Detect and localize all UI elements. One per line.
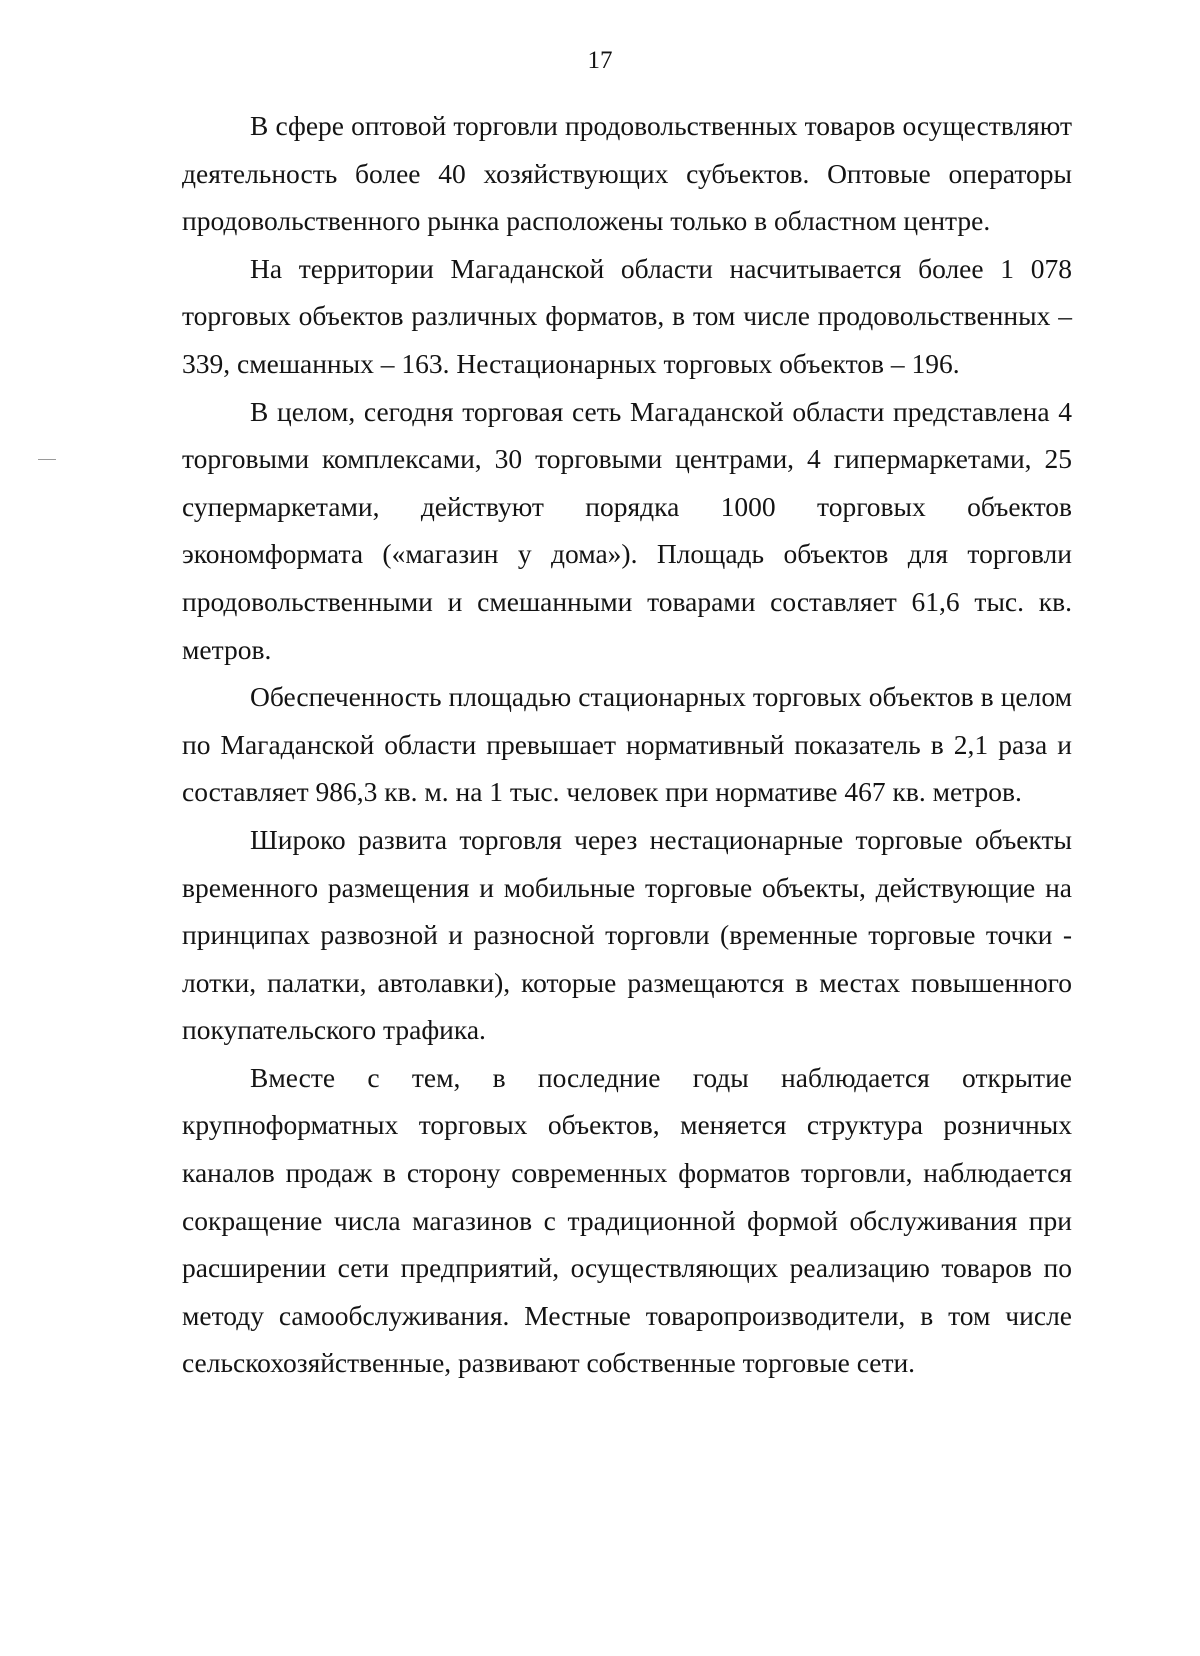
page-number: 17 — [587, 47, 613, 74]
body-text — [182, 102, 1072, 1387]
paragraph-nonstationary-trade: Широко развита торговля через нестационарные торговые объекты временного размещения и мобильные торговые объекты, действующие на принципах развозной и разносной торговли (временные торговые точки - лотки, палатки, автолавки), которые размещаются в местах повышенного покупательского трафика. — [182, 823, 1072, 1046]
paragraph-wholesale-trade: В сфере оптовой торговли продовольственных товаров осуществляют деятельность более 40 хозяйствующих субъектов. Оптовые операторы продовольственного рынка расположены только в областном центре. — [182, 110, 1072, 237]
paragraph-trade-objects-count: На территории Магаданской области насчитывается более 1 078 торговых объектов различных форматов, в том числе продовольственных – 339, смешанных – 163. Нестационарных торговых объектов – 196. — [182, 252, 1072, 379]
scan-artifact-line — [38, 459, 56, 460]
paragraph-retail-structure-changes: Вместе с тем, в последние годы наблюдается открытие крупноформатных торговых объектов, меняется структура розничных каналов продаж в сторону современных форматов торговли, наблюдается сокращение числа магазинов с традиционной формой обслуживания при расширении сети предприятий, осуществляющих реализацию товаров по методу самообслуживания. Местные товаропроизводители, в том числе сельскохозяйственные, развивают собственные торговые сети. — [182, 1061, 1072, 1379]
paragraph-retail-network: В целом, сегодня торговая сеть Магаданской области представлена 4 торговыми комплексами, 30 торговыми центрами, 4 гипермаркетами, 25 супермаркетами, действуют порядка 1000 торговых объектов экономформата («магазин у дома»). Площадь объектов для торговли продовольственными и смешанными товарами составляет 61,6 тыс. кв. метров. — [182, 395, 1072, 665]
paragraph-area-provision: Обеспеченность площадью стационарных торговых объектов в целом по Магаданской области превышает нормативный показатель в 2,1 раза и составляет 986,3 кв. м. на 1 тыс. человек при нормативе 467 кв. метров. — [182, 681, 1072, 808]
